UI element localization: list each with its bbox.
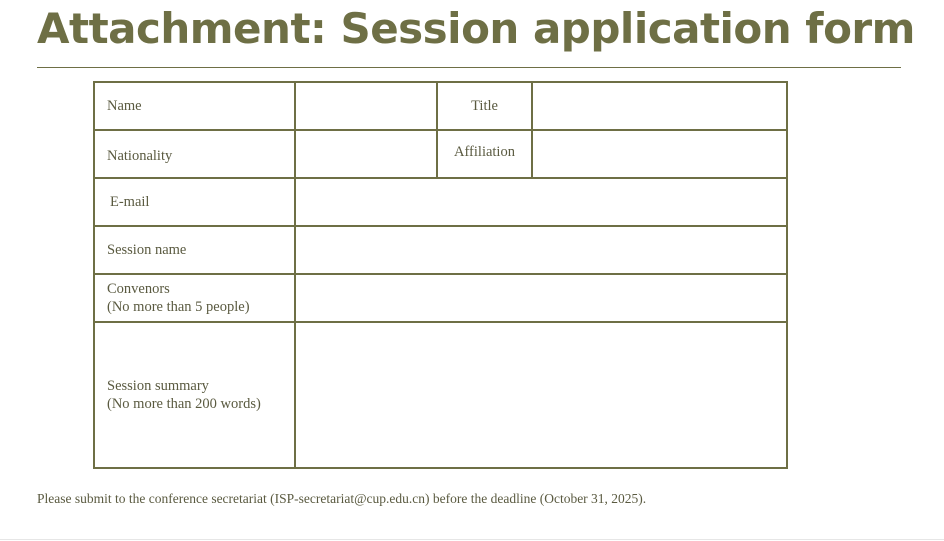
- nationality-label: Nationality: [94, 130, 295, 178]
- table-row: [94, 130, 787, 178]
- table-row: [94, 226, 787, 274]
- convenors-field[interactable]: [295, 274, 787, 322]
- name-field[interactable]: [295, 82, 437, 130]
- email-field[interactable]: [295, 178, 787, 226]
- table-row: [94, 178, 787, 226]
- title-label: Title: [437, 82, 532, 130]
- summary-label: Session summary: [107, 378, 209, 394]
- convenors-label: Convenors: [107, 281, 170, 297]
- title-field[interactable]: [532, 82, 787, 130]
- session-name-label: Session name: [94, 226, 295, 274]
- title-divider: [37, 67, 901, 68]
- table-row: [94, 82, 787, 130]
- affiliation-label: Affiliation: [437, 130, 532, 178]
- email-label: E-mail: [94, 178, 295, 226]
- summary-note: (No more than 200 words): [107, 396, 261, 412]
- summary-field[interactable]: [295, 322, 787, 468]
- bottom-divider: [0, 539, 944, 540]
- summary-label-cell: [94, 322, 295, 468]
- submission-note: Please submit to the conference secretariat (ISP-secretariat@cup.edu.cn) before the deadline (October 31, 2025).: [37, 491, 647, 506]
- table-row: [94, 322, 787, 468]
- nationality-field[interactable]: [295, 130, 437, 178]
- convenors-label-cell: [94, 274, 295, 322]
- session-name-field[interactable]: [295, 226, 787, 274]
- table-row: [94, 274, 787, 322]
- convenors-note: (No more than 5 people): [107, 299, 250, 315]
- page-title: Attachment: Session application form: [37, 4, 915, 53]
- name-label: Name: [94, 82, 295, 130]
- session-application-table: [93, 81, 788, 469]
- affiliation-field[interactable]: [532, 130, 787, 178]
